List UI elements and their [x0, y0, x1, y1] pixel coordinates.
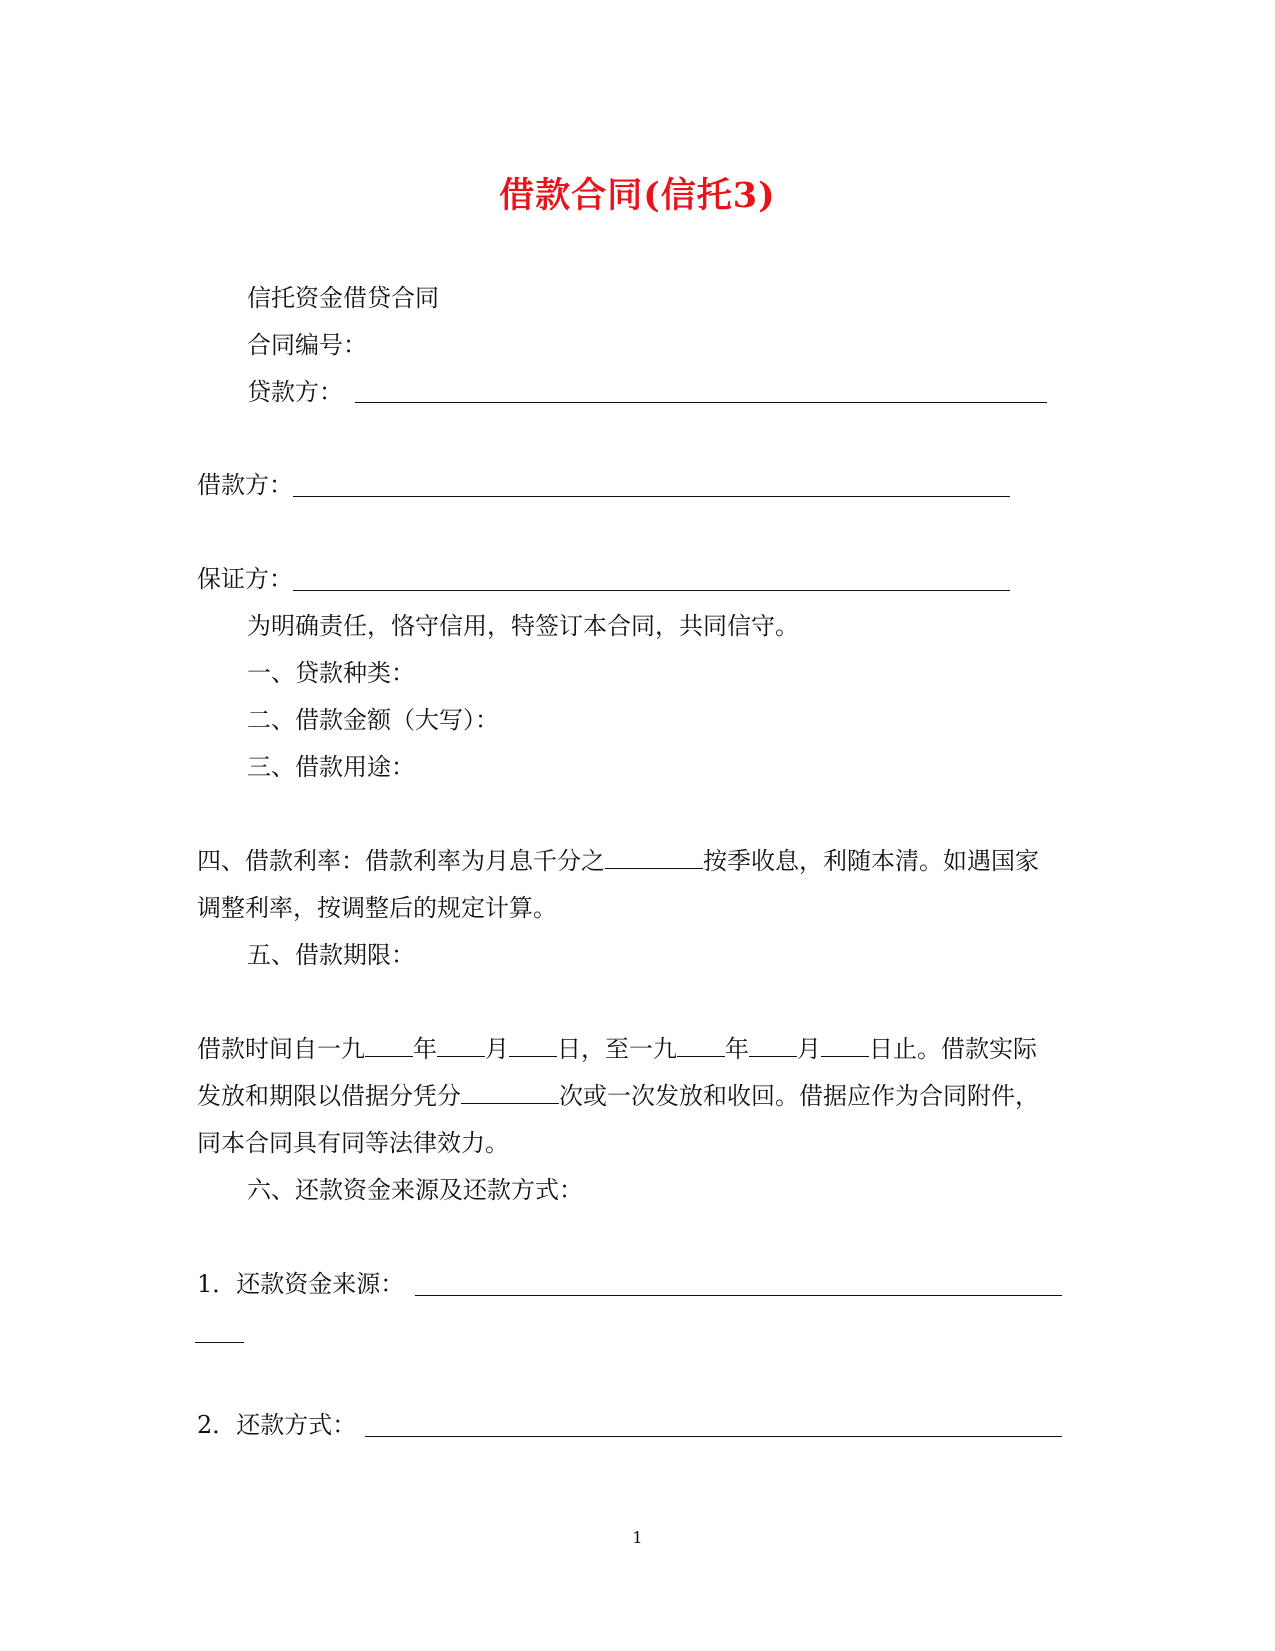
interest-rate-blank	[605, 846, 703, 869]
lender-blank-line	[355, 402, 1047, 403]
guarantor-label: 保证方：	[197, 565, 293, 593]
section-4-interest-rate-cont: 调整利率，按调整后的规定计算。	[197, 894, 557, 922]
term-text-end-year: 年	[725, 1035, 749, 1063]
section-5-loan-term: 五、借款期限：	[247, 941, 415, 969]
preamble-text: 为明确责任，恪守信用，特签订本合同，共同信守。	[247, 612, 799, 640]
repayment-source-label: 1．还款资金来源：	[197, 1270, 405, 1298]
term-text-end: 日止。借款实际	[869, 1035, 1037, 1063]
section-1-loan-type: 一、贷款种类：	[247, 659, 415, 687]
start-month-blank	[437, 1034, 485, 1057]
term-text-to: 日，至一九	[557, 1035, 677, 1063]
guarantor-blank-line	[293, 590, 1010, 591]
disbursement-text-2: 次或一次发放和收回。借据应作为合同附件，	[559, 1082, 1039, 1110]
loan-term-disbursement	[197, 1081, 1039, 1111]
borrower-label: 借款方：	[197, 471, 293, 499]
repayment-method-blank-line	[365, 1436, 1062, 1437]
repayment-method-label: 2．还款方式：	[197, 1411, 357, 1439]
repayment-source-blank-line-cont	[195, 1342, 244, 1343]
repayment-source-blank-line	[415, 1295, 1062, 1296]
end-year-blank	[677, 1034, 725, 1057]
section-2-loan-amount: 二、借款金额（大写）：	[247, 706, 499, 734]
borrower-blank-line	[293, 496, 1010, 497]
end-day-blank	[821, 1034, 869, 1057]
interest-rate-text-1: 四、借款利率：借款利率为月息千分之	[197, 847, 605, 875]
installments-blank	[461, 1081, 559, 1104]
loan-term-dates	[197, 1034, 1037, 1064]
term-text-end-month: 月	[797, 1035, 821, 1063]
term-text-from: 借款时间自一九	[197, 1035, 365, 1063]
contract-subtitle: 信托资金借贷合同	[247, 284, 439, 312]
loan-term-legal-effect: 同本合同具有同等法律效力。	[197, 1129, 509, 1157]
term-text-year: 年	[413, 1035, 437, 1063]
end-month-blank	[749, 1034, 797, 1057]
section-6-repayment: 六、还款资金来源及还款方式：	[247, 1176, 583, 1204]
start-day-blank	[509, 1034, 557, 1057]
start-year-blank	[365, 1034, 413, 1057]
term-text-month: 月	[485, 1035, 509, 1063]
interest-rate-text-2: 按季收息，利随本清。如遇国家	[703, 847, 1039, 875]
lender-label: 贷款方：	[247, 378, 343, 406]
document-title: 借款合同(信托3)	[499, 175, 776, 216]
page-number: 1	[632, 1528, 643, 1547]
contract-number-label: 合同编号：	[247, 331, 367, 359]
disbursement-text-1: 发放和期限以借据分凭分	[197, 1082, 461, 1110]
section-3-loan-purpose: 三、借款用途：	[247, 753, 415, 781]
section-4-interest-rate	[197, 846, 1039, 876]
